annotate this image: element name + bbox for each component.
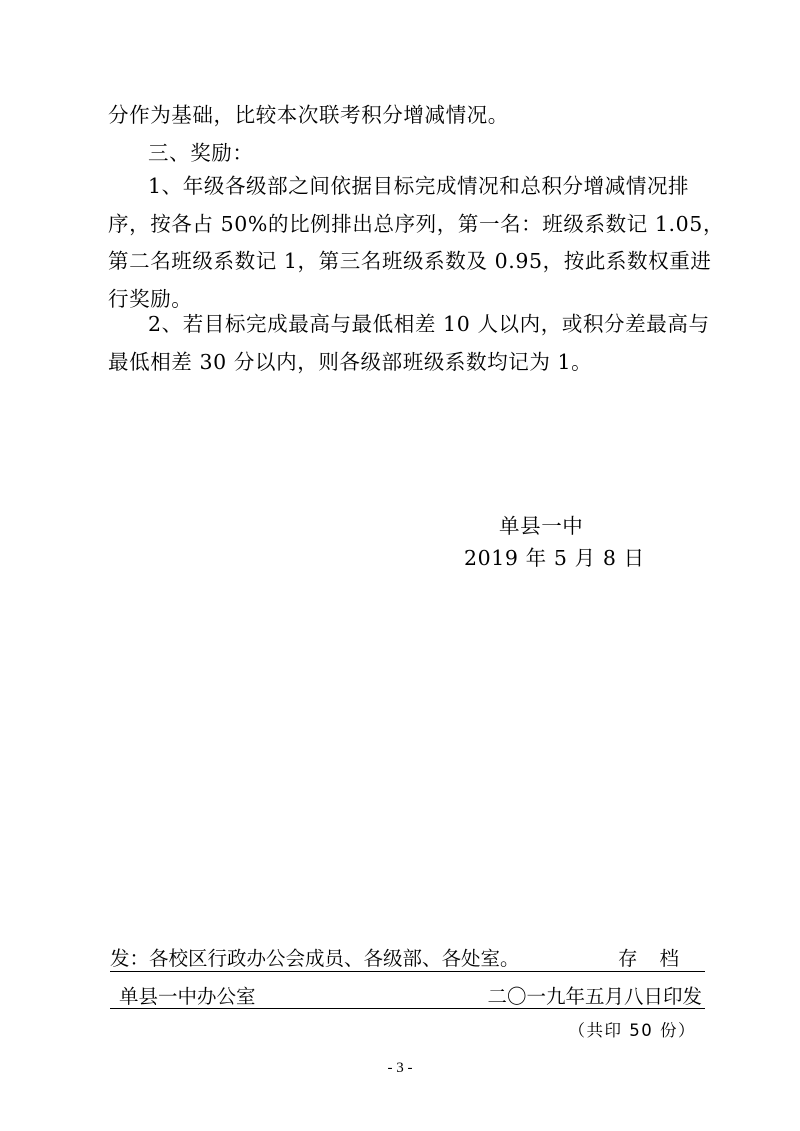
copies-count: （共印 50 份）	[568, 1021, 696, 1040]
section-heading: 三、奖励：	[148, 141, 254, 165]
reward-item-1-line: 序，按各占 50%的比例排出总序列，第一名：班级系数记 1.05，	[108, 211, 725, 236]
distribution-list: 发：各校区行政办公会成员、各级部、各处室。	[110, 947, 520, 970]
reward-item-1-line: 行奖励。	[108, 286, 193, 311]
reward-item-1-line: 1、年级各级部之间依据目标完成情况和总积分增减情况排	[148, 174, 690, 198]
reward-item-2-line: 最低相差 30 分以内，则各级部班级系数均记为 1。	[108, 349, 593, 374]
archive-label: 存档	[617, 947, 701, 970]
signature-organization: 单县一中	[499, 514, 584, 538]
reward-item-1	[108, 172, 725, 322]
issuing-office: 单县一中办公室	[119, 985, 256, 1008]
reward-item-2-line: 2、若目标完成最高与最低相差 10 人以内，或积分差最高与	[148, 312, 710, 336]
reward-item-2	[108, 310, 708, 385]
page-number: - 3 -	[387, 1060, 413, 1076]
print-date: 二〇一九年五月八日印发	[487, 985, 702, 1008]
signature-date: 2019 年 5 月 8 日	[464, 546, 645, 570]
reward-item-1-line: 第二名班级系数记 1，第三名班级系数及 0.95，按此系数权重进	[108, 249, 712, 273]
footer-rule-top	[110, 971, 705, 972]
continuation-paragraph: 分作为基础，比较本次联考积分增减情况。	[108, 103, 509, 127]
footer-rule-bottom	[110, 1008, 705, 1009]
distribution-line	[110, 943, 705, 973]
